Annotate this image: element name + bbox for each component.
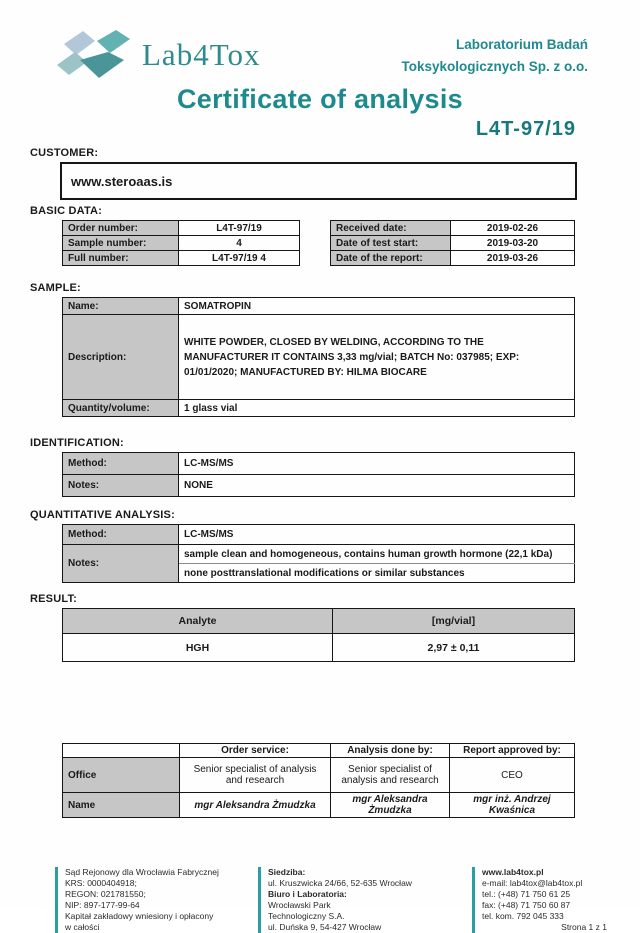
result-table <box>62 608 575 662</box>
full-number-value: L4T-97/19 4 <box>179 251 300 266</box>
logo-diamonds-icon <box>52 26 140 84</box>
table-row <box>63 400 575 417</box>
page-title: Certificate of analysis <box>176 84 463 114</box>
report-date-value: 2019-03-26 <box>451 251 575 266</box>
signoff-name-order-service: mgr Aleksandra Żmudzka <box>180 793 331 818</box>
result-analyte-value: HGH <box>63 634 333 662</box>
signoff-name-label: Name <box>63 793 180 818</box>
quantitative-table <box>62 524 575 583</box>
test-start-label: Date of test start: <box>331 236 451 251</box>
signoff-col-approved-by: Report approved by: <box>450 744 575 758</box>
table-row <box>63 793 575 818</box>
footer-line: REGON: 021781550; <box>65 889 146 899</box>
customer-box-wrap <box>30 162 610 200</box>
basic-data-label: BASIC DATA: <box>30 205 103 217</box>
footer-line: w całości <box>65 922 100 932</box>
sample-description-label: Description: <box>63 315 179 400</box>
sample-name-label: Name: <box>63 298 179 315</box>
customer-section <box>30 147 610 159</box>
signoff-name-analysis-by: mgr Aleksandra Żmudzka <box>331 793 450 818</box>
signoff-office-analysis-by: Senior specialist of analysis and research <box>331 758 450 793</box>
company-name-line2: Toksykologicznych Sp. z o.o. <box>401 58 588 74</box>
footer-line: Kapitał zakładowy wniesiony i opłacony <box>65 911 214 921</box>
table-row <box>63 221 300 236</box>
sample-number-value: 4 <box>179 236 300 251</box>
table-row <box>63 758 575 793</box>
result-section <box>30 593 610 662</box>
signoff-col-order-service: Order service: <box>180 744 331 758</box>
table-header-row <box>63 744 575 758</box>
company-name <box>401 26 588 77</box>
result-label: RESULT: <box>30 593 78 605</box>
table-row <box>63 298 575 315</box>
id-notes-label: Notes: <box>63 475 179 497</box>
table-row <box>63 453 575 475</box>
order-number-label: Order number: <box>63 221 179 236</box>
sample-table <box>62 297 575 417</box>
table-row <box>63 475 575 497</box>
signoff-office-order-service: Senior specialist of analysis and research <box>180 758 331 793</box>
report-date-label: Date of the report: <box>331 251 451 266</box>
signoff-office-label: Office <box>63 758 180 793</box>
footer-contact-column <box>472 867 617 933</box>
identification-label: IDENTIFICATION: <box>30 437 124 449</box>
basic-data-left-table <box>62 220 300 266</box>
footer-line: ul. Kruszwicka 24/66, 52-635 Wrocław <box>268 878 412 888</box>
footer-line: Siedziba: <box>268 867 306 877</box>
table-row <box>331 236 575 251</box>
footer-line: Technologiczny S.A. <box>268 911 345 921</box>
table-row <box>63 545 575 564</box>
sample-name-value: SOMATROPIN <box>179 298 575 315</box>
identification-table <box>62 452 575 497</box>
lab4tox-logo <box>52 26 260 84</box>
quantitative-label: QUANTITATIVE ANALYSIS: <box>30 509 175 521</box>
result-col-analyte: Analyte <box>63 609 333 634</box>
signoff-col-analysis-by: Analysis done by: <box>331 744 450 758</box>
qa-method-label: Method: <box>63 525 179 545</box>
id-notes-value: NONE <box>179 475 575 497</box>
footer-line: ul. Duńska 9, 54-427 Wrocław <box>268 922 382 932</box>
table-row <box>63 525 575 545</box>
customer-value-box <box>60 162 577 200</box>
table-row <box>63 315 575 400</box>
logo-text: Lab4Tox <box>142 37 261 72</box>
basic-data-right-table <box>330 220 575 266</box>
quantitative-section <box>30 509 610 583</box>
order-number-value: L4T-97/19 <box>179 221 300 236</box>
company-name-line1: Laboratorium Badań <box>455 37 588 52</box>
signoff-table <box>62 743 575 818</box>
signoff-office-approved-by: CEO <box>450 758 575 793</box>
footer-line: Biuro i Laboratoria: <box>268 889 347 899</box>
sample-description-value: WHITE POWDER, CLOSED BY WELDING, ACCORDING TO THE MANUFACTURER IT CONTAINS 3,33 mg/vial; BATCH No: 037985; EXP: 01/01/2020; MANUFACTURED BY: HILMA BIOCARE <box>179 315 575 400</box>
signoff-empty-header <box>63 744 180 758</box>
footer-mobile: tel. kom. 792 045 333 <box>482 911 564 921</box>
qa-notes-line1: sample clean and homogeneous, contains human growth hormone (22,1 kDa) <box>179 545 575 564</box>
page-indicator: Strona 1 z 1 <box>561 922 607 932</box>
result-col-unit: [mg/vial] <box>333 609 575 634</box>
footer-website: www.lab4tox.pl <box>482 867 544 877</box>
footer-address-column <box>258 867 472 933</box>
sample-quantity-label: Quantity/volume: <box>63 400 179 417</box>
header <box>0 0 640 84</box>
id-method-value: LC-MS/MS <box>179 453 575 475</box>
footer <box>55 867 640 933</box>
table-row <box>63 634 575 662</box>
customer-value: www.steroaas.is <box>71 173 173 189</box>
table-row <box>331 251 575 266</box>
signoff-name-approved-by: mgr inż. Andrzej Kwaśnica <box>450 793 575 818</box>
qa-notes-line2: none posttranslational modifications or similar substances <box>179 564 575 583</box>
basic-data-section <box>30 205 610 266</box>
sample-section <box>30 282 610 417</box>
footer-email: e-mail: lab4tox@lab4tox.pl <box>482 878 583 888</box>
footer-line: NIP: 897-177-99-64 <box>65 900 140 910</box>
received-date-value: 2019-02-26 <box>451 221 575 236</box>
footer-line: Wrocławski Park <box>268 900 331 910</box>
table-header-row <box>63 609 575 634</box>
sample-number-label: Sample number: <box>63 236 179 251</box>
identification-section <box>30 437 610 497</box>
footer-line: KRS: 0000404918; <box>65 878 137 888</box>
table-row <box>63 236 300 251</box>
table-row <box>331 221 575 236</box>
footer-phone: tel.: (+48) 71 750 61 25 <box>482 889 571 899</box>
result-measure-value: 2,97 ± 0,11 <box>333 634 575 662</box>
test-start-value: 2019-03-20 <box>451 236 575 251</box>
qa-method-value: LC-MS/MS <box>179 525 575 545</box>
basic-data-tables <box>62 220 610 266</box>
table-row <box>63 251 300 266</box>
received-date-label: Received date: <box>331 221 451 236</box>
footer-line: Sąd Rejonowy dla Wrocławia Fabrycznej <box>65 867 219 877</box>
full-number-label: Full number: <box>63 251 179 266</box>
customer-label: CUSTOMER: <box>30 147 99 159</box>
footer-fax: fax: (+48) 71 750 60 87 <box>482 900 571 910</box>
sample-quantity-value: 1 glass vial <box>179 400 575 417</box>
signoff-section <box>30 743 610 818</box>
id-method-label: Method: <box>63 453 179 475</box>
document-number: L4T-97/19 <box>475 118 576 140</box>
footer-registry-column <box>55 867 258 933</box>
sample-label: SAMPLE: <box>30 282 81 294</box>
qa-notes-label: Notes: <box>63 545 179 583</box>
